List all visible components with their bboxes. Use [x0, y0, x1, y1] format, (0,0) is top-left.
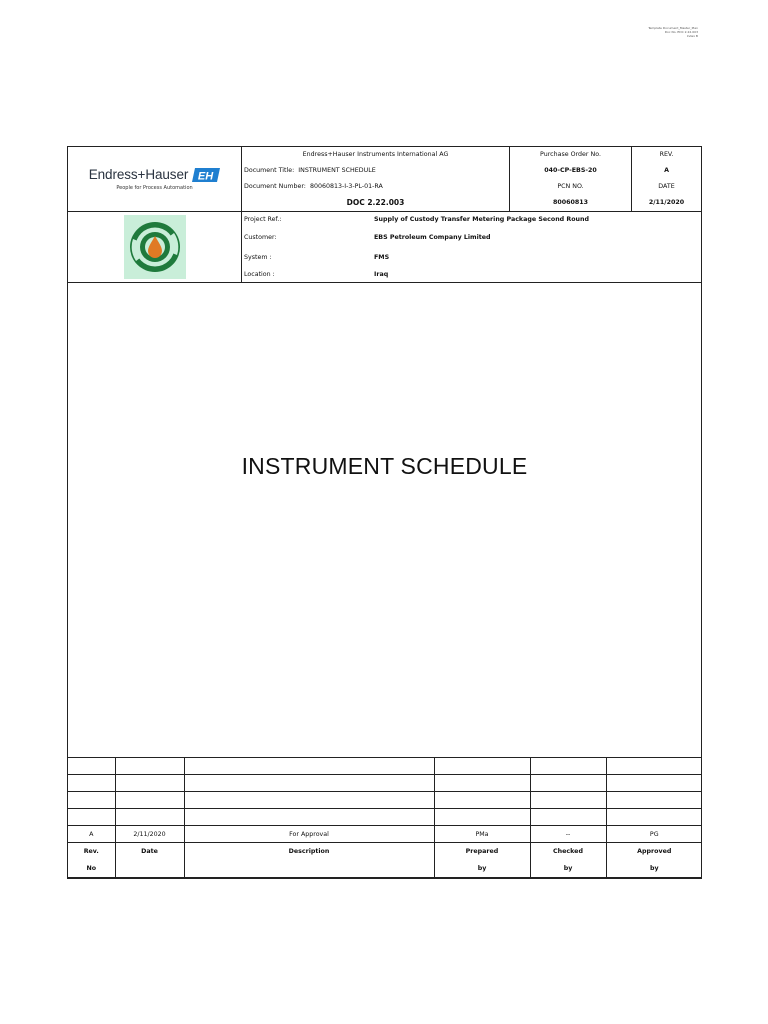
po-value: 040-CP-EBS-20 — [544, 166, 597, 174]
date-label: DATE — [658, 182, 675, 190]
table-row — [68, 792, 702, 809]
corner-note: Template Document_Master_Plan Doc No. EDC 2.22.003 Index B — [648, 26, 698, 39]
table-row — [68, 775, 702, 792]
table-row — [68, 809, 702, 826]
rev-label: REV. — [659, 150, 674, 158]
customer-logo-cell — [68, 212, 242, 283]
system-row: System : FMS — [244, 253, 390, 261]
po-label: Purchase Order No. — [540, 150, 601, 158]
project-ref-row: Project Ref.: Supply of Custody Transfer Metering Package Second Round — [244, 216, 590, 223]
svg-text:EH: EH — [198, 169, 214, 182]
revision-table-header — [68, 843, 702, 878]
main-title: INSTRUMENT SCHEDULE — [241, 453, 528, 479]
approved-by-header: Approved by — [606, 843, 702, 878]
prepared-by-header: Prepared by — [434, 843, 530, 878]
document-number-line: Document Number: 80060813-I-3-PL-01-RA — [244, 182, 383, 190]
description-header: Description — [184, 843, 434, 878]
customer-row: Customer: EBS Petroleum Company Limited — [244, 233, 491, 241]
doc-code: DOC 2.22.003 — [346, 198, 405, 208]
eh-logo-icon — [192, 168, 220, 182]
rev-value: A — [664, 166, 669, 174]
main-body — [68, 283, 702, 758]
revision-table — [68, 758, 702, 878]
date-value: 2/11/2020 — [648, 198, 685, 206]
pcn-value: 80060813 — [552, 198, 589, 206]
brand-tagline: People for Process Automation — [116, 185, 193, 191]
checked-by-header: Checked by — [530, 843, 606, 878]
customer-logo-icon — [124, 215, 186, 279]
location-row: Location : Iraq — [244, 271, 389, 278]
company-logo-cell — [68, 147, 242, 212]
issuer-name: Endress+Hauser Instruments International AG — [302, 150, 449, 158]
date-header: Date — [115, 843, 184, 878]
brand-name: Endress+Hauser — [88, 167, 189, 182]
rev-no-header: Rev. No — [68, 843, 115, 878]
document-title-line: Document Title: INSTRUMENT SCHEDULE — [244, 166, 376, 174]
document-header-table — [67, 146, 702, 879]
table-row — [68, 758, 702, 775]
pcn-label: PCN NO. — [557, 182, 584, 190]
table-row: A 2/11/2020 For Approval PMa -- PG — [68, 826, 702, 843]
